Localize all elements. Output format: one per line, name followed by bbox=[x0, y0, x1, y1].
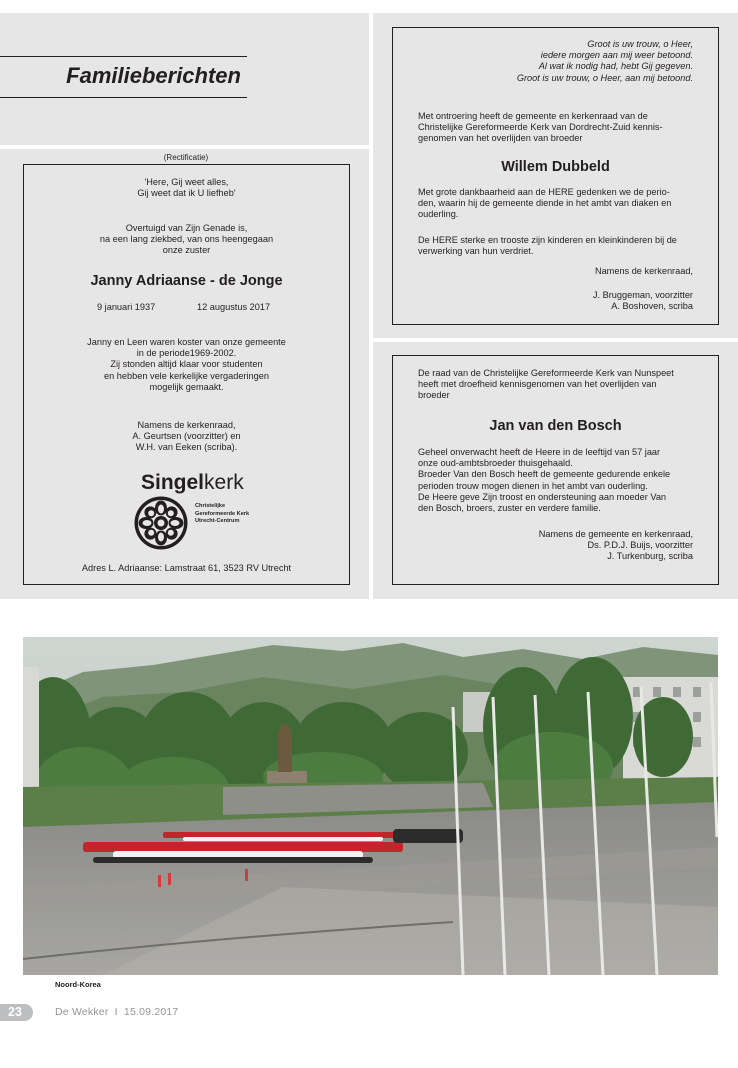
title-rule-bottom bbox=[0, 97, 247, 98]
bosch-signature: Namens de gemeente en kerkenraad, Ds. P.D.J. Buijs, voorzitter J. Turkenburg, scriba bbox=[538, 529, 693, 562]
deceased-name: Janny Adriaanse - de Jonge bbox=[90, 273, 283, 289]
left-body: Janny en Leen waren koster van onze gemeente in de periode1969-2002. Zij stonden altijd klaar voor studenten en hebben vele kerkelijke vergaderingen mogelijk gemaakt. bbox=[87, 337, 286, 392]
publication-date: 15.09.2017 bbox=[123, 1006, 179, 1018]
rectification-label: (Rectificatie) bbox=[163, 153, 209, 162]
footer-publication bbox=[55, 1006, 178, 1018]
death-date: 12 augustus 2017 bbox=[197, 302, 271, 312]
obituary-van-den-bosch bbox=[392, 355, 719, 585]
title-rule-top bbox=[0, 56, 247, 57]
dubbeld-paragraph-1: Met grote dankbaarheid aan de HERE gedenken we de perio- den, waarin hij de gemeente diende in het ambt van diaken en ouderling. bbox=[418, 187, 672, 220]
bosch-body: Geheel onverwacht heeft de Heere in de leeftijd van 57 jaar onze oud-ambtsbroeder thuisgehaald. Broeder Van den Bosch heeft de gemeente gedurende enkele perioden trouw mogen dienen in het ambt van ouderling. De Heere geve Zijn troost en ondersteuning aan moeder Van den Bosch, broers, zuster en verdere familie. bbox=[418, 447, 671, 514]
left-address: Adres L. Adriaanse: Lamstraat 61, 3523 RV Utrecht bbox=[81, 563, 292, 573]
page-number: 23 bbox=[8, 1005, 22, 1019]
page-number-badge bbox=[0, 1004, 33, 1021]
publication-name: De Wekker bbox=[55, 1006, 109, 1018]
logo-subtitle: Christelijke Gereformeerde Kerk Utrecht-Centrum bbox=[195, 503, 250, 525]
left-signature: Namens de kerkenraad, A. Geurtsen (voorzitter) en W.H. van Eeken (scriba). bbox=[132, 420, 241, 453]
square-photo-illustration bbox=[23, 637, 718, 975]
birth-date: 9 januari 1937 bbox=[97, 302, 156, 312]
singelkerk-logo bbox=[133, 471, 263, 551]
logo-wordmark: Singelkerk bbox=[141, 471, 244, 494]
obituary-adriaanse bbox=[23, 164, 350, 585]
obituary-dubbeld bbox=[392, 27, 719, 325]
footer-separator: I bbox=[114, 1006, 118, 1018]
dubbeld-sign-intro: Namens de kerkenraad, bbox=[594, 266, 693, 276]
right-verse: Groot is uw trouw, o Heer, iedere morgen aan mij weer betoond. Al wat ik nodig had, hebt Gij gegeven. Groot is uw trouw, o Heer, aan mij betoond. bbox=[516, 39, 693, 83]
dubbeld-signature: J. Bruggeman, voorzitter A. Boshoven, scriba bbox=[592, 290, 693, 312]
left-intro: Overtuigd van Zijn Genade is, na een lang ziekbed, van ons heengegaan onze zuster bbox=[99, 223, 274, 256]
photo-caption: Noord-Korea bbox=[55, 980, 101, 989]
photo-north-korea-square bbox=[23, 637, 718, 975]
left-verse: 'Here, Gij weet alles, Gij weet dat ik U liefheb' bbox=[137, 177, 236, 199]
dubbeld-name: Willem Dubbeld bbox=[501, 159, 610, 175]
section-title: Familieberichten bbox=[66, 63, 241, 88]
dubbeld-paragraph-2: De HERE sterke en trooste zijn kinderen en kleinkinderen bij de verwerking van hun verdriet. bbox=[418, 235, 677, 257]
bosch-intro: De raad van de Christelijke Gereformeerde Kerk van Nunspeet heeft met droefheid kennisgenomen van het overlijden van broeder bbox=[418, 368, 674, 401]
rose-emblem-icon bbox=[133, 495, 189, 551]
bosch-name: Jan van den Bosch bbox=[489, 418, 622, 434]
dubbeld-intro: Met ontroering heeft de gemeente en kerkenraad van de Christelijke Gereformeerde Kerk van Dordrecht-Zuid kennis- genomen van het overlijden van broeder bbox=[418, 111, 663, 144]
